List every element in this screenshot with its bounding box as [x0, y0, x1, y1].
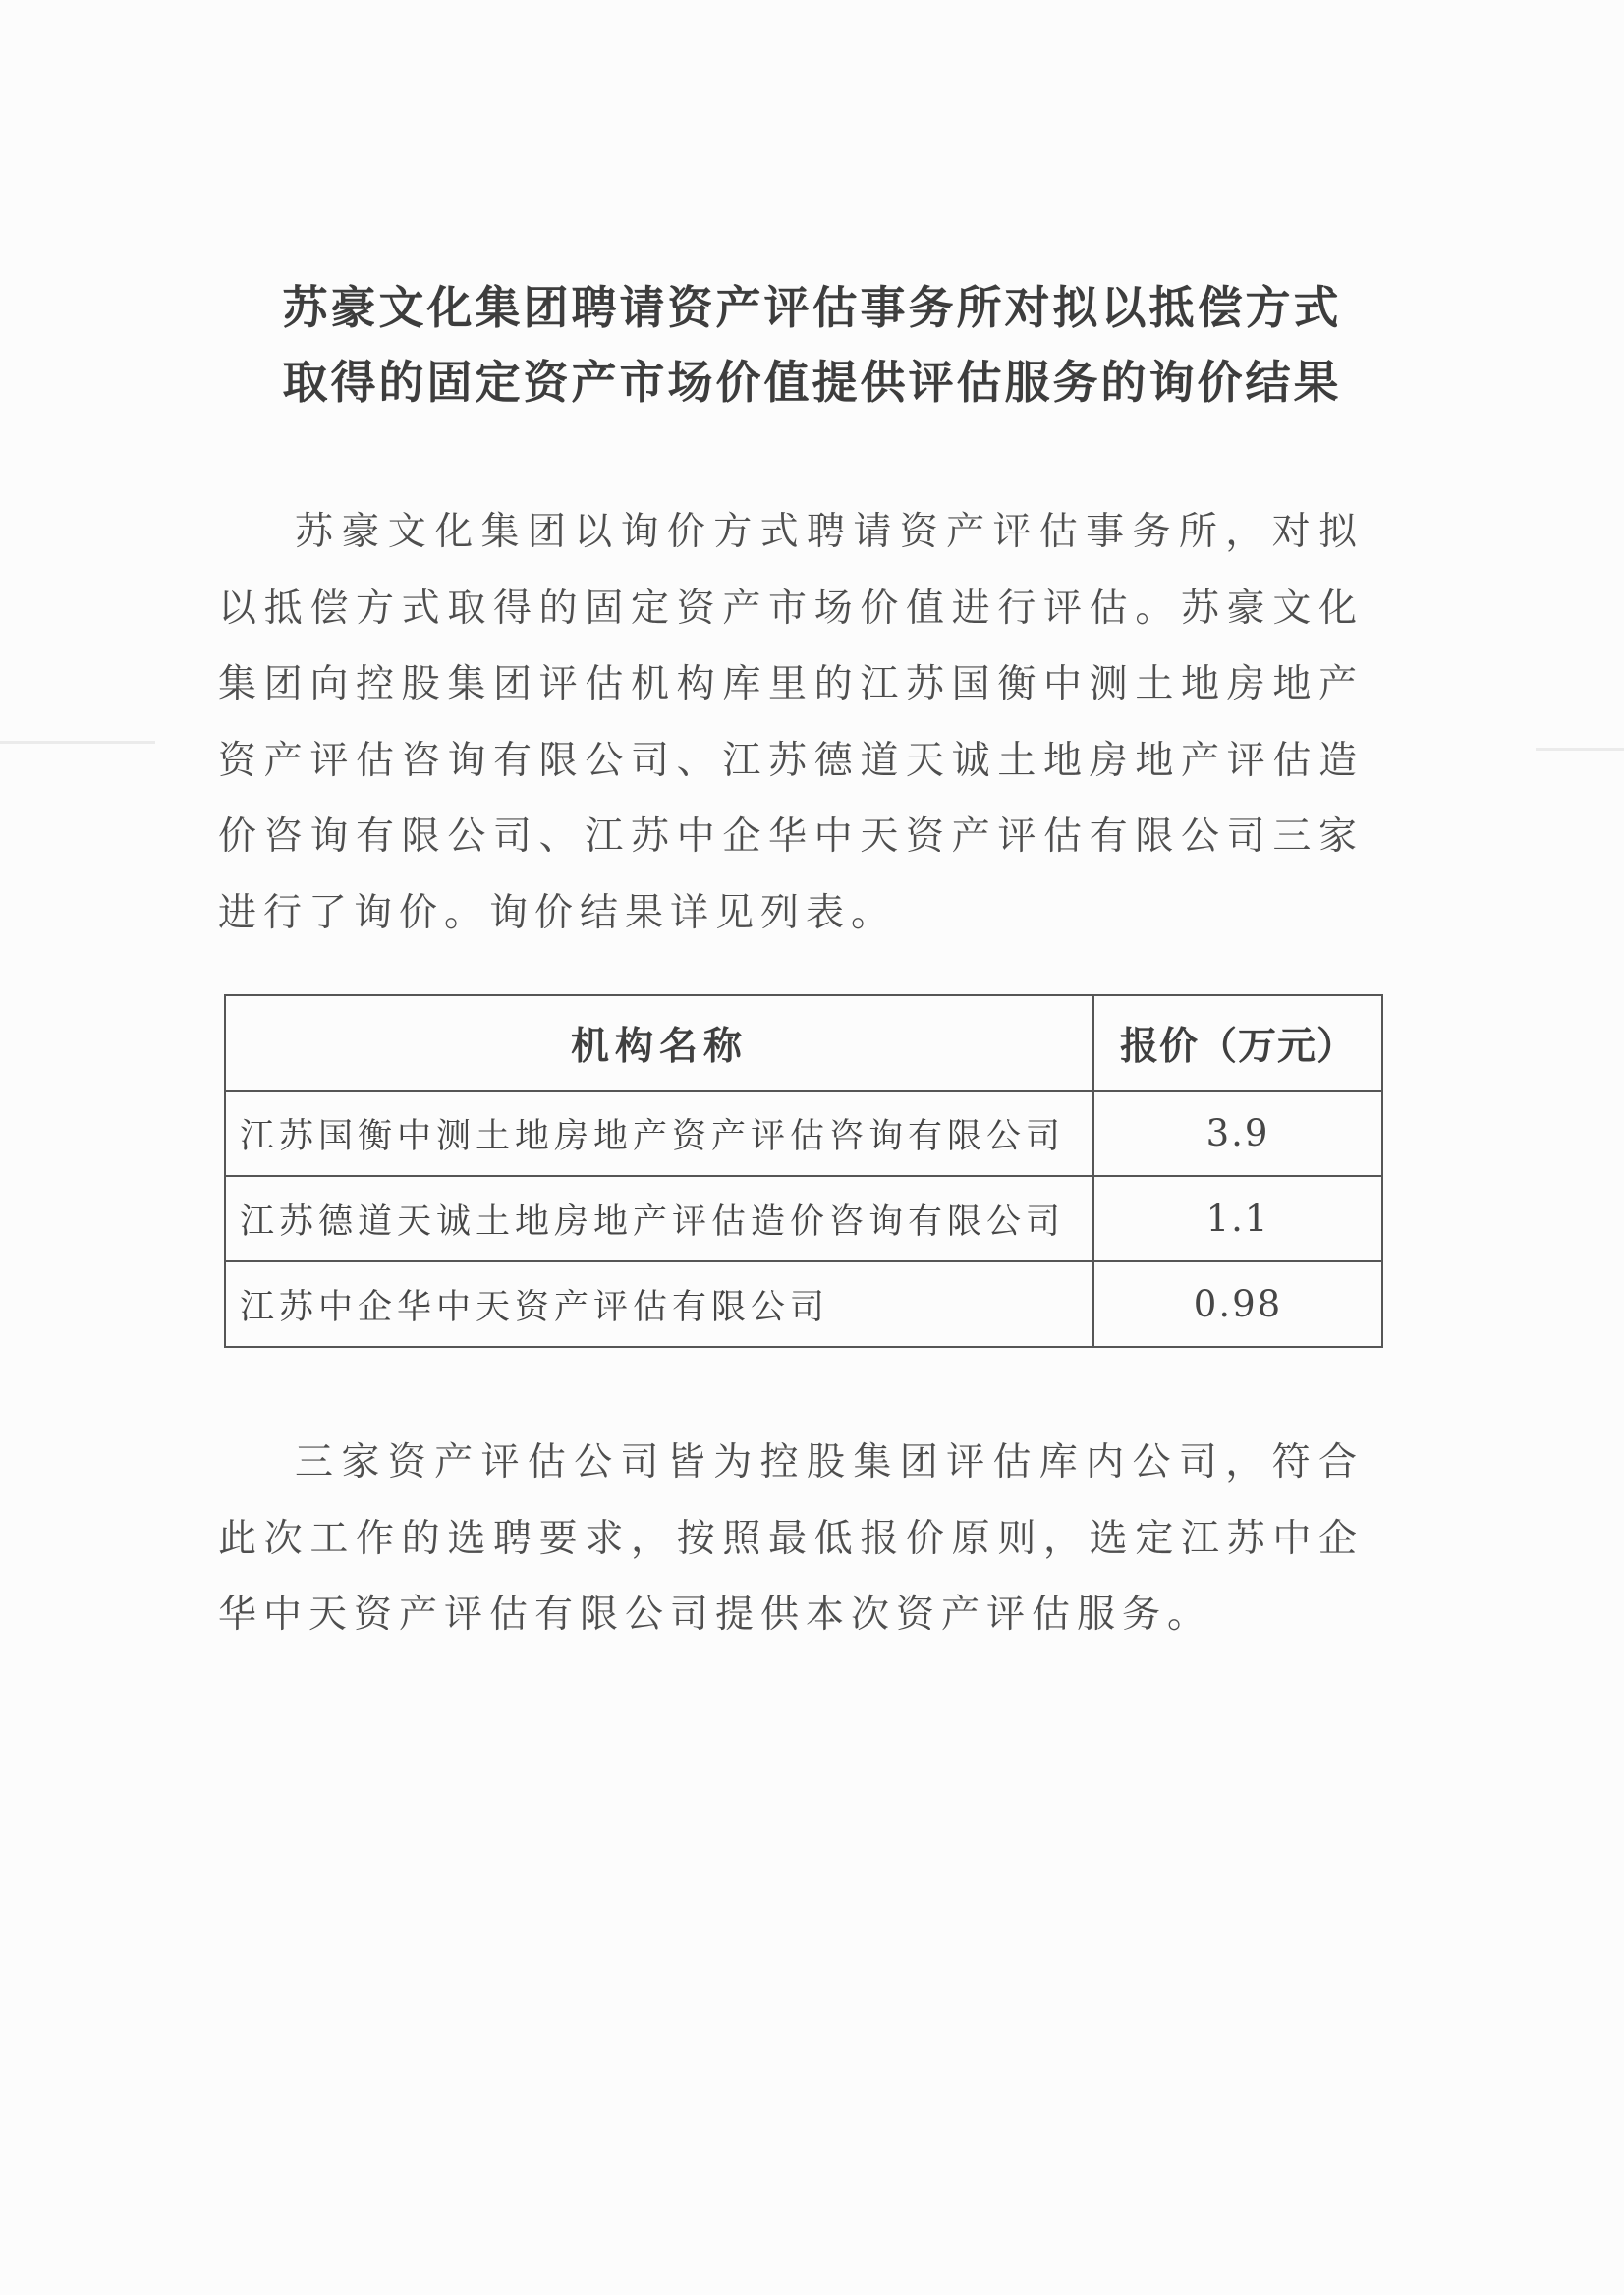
table-row [225, 1091, 1382, 1176]
org-name-cell: 江苏德道天诚土地房地产评估造价咨询有限公司 [225, 1176, 1093, 1261]
org-name-cell: 江苏国衡中测土地房地产资产评估咨询有限公司 [225, 1091, 1093, 1176]
document-title [0, 271, 1624, 420]
intro-paragraph: 苏豪文化集团以询价方式聘请资产评估事务所，对拟以抵偿方式取得的固定资产市场价值进行评估。苏豪文化集团向控股集团评估机构库里的江苏国衡中测土地房地产资产评估咨询有限公司、江苏德道天诚土地房地产评估造价咨询有限公司、江苏中企华中天资产评估有限公司三家进行了询价。询价结果详见列表。 [218, 511, 1364, 934]
scan-fold-mark-right [1536, 748, 1624, 751]
table-header-row [225, 995, 1382, 1091]
title-line-1: 苏豪文化集团聘请资产评估事务所对拟以抵偿方式 [282, 283, 1342, 333]
table-row [225, 1261, 1382, 1347]
conclusion-paragraph: 三家资产评估公司皆为控股集团评估库内公司，符合此次工作的选聘要求，按照最低报价原则，选定江苏中企华中天资产评估有限公司提供本次资产评估服务。 [218, 1441, 1364, 1636]
title-line-2: 取得的固定资产市场价值提供评估服务的询价结果 [282, 358, 1342, 408]
price-cell: 3.9 [1093, 1091, 1382, 1176]
org-name-cell: 江苏中企华中天资产评估有限公司 [225, 1261, 1093, 1347]
scan-fold-mark-left [0, 741, 155, 744]
price-cell: 1.1 [1093, 1176, 1382, 1261]
column-header-org-name: 机构名称 [225, 995, 1093, 1091]
column-header-price: 报价（万元） [1093, 995, 1382, 1091]
price-cell: 0.98 [1093, 1261, 1382, 1347]
quotation-table [224, 994, 1383, 1348]
table-row [225, 1176, 1382, 1261]
